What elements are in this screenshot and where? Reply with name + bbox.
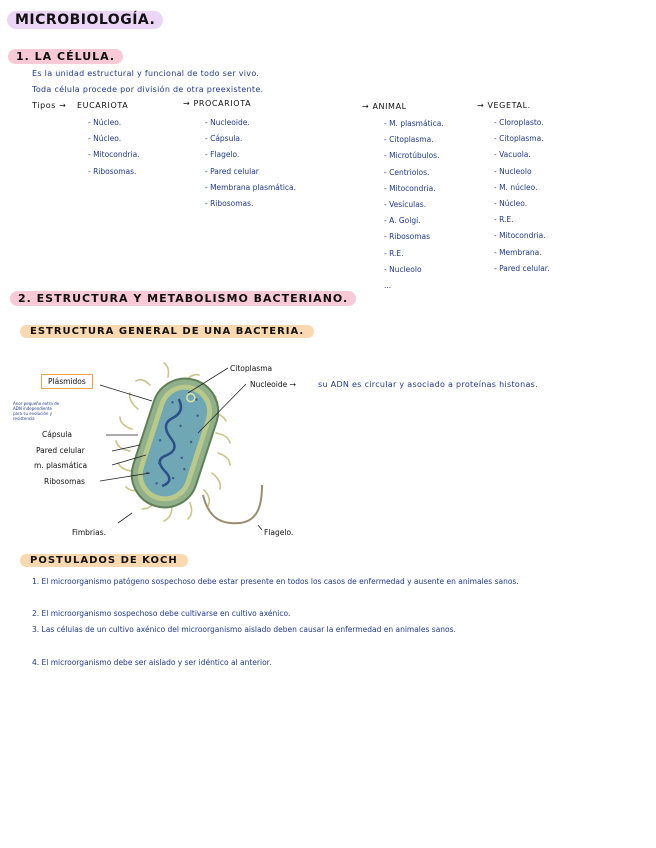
- page-title: MICROBIOLOGÍA.: [7, 11, 163, 29]
- list-item: - A. Golgi.: [384, 216, 421, 226]
- list-item: - Microtúbulos.: [384, 151, 440, 161]
- vegetal-list: [494, 118, 550, 280]
- eucariota-title: EUCARIOTA: [77, 101, 129, 110]
- animal-list: [384, 119, 444, 297]
- list-item: - Cloroplasto.: [494, 118, 544, 127]
- list-item: - Pared celular.: [494, 263, 550, 273]
- capsula-label: Cápsula: [42, 430, 72, 439]
- list-item: - Ribosomas.: [205, 198, 254, 208]
- procariota-title: → PROCARIOTA: [183, 99, 252, 108]
- nucleoide-label: Nucleoide →: [250, 380, 296, 389]
- list-item: - Ribosomas: [384, 232, 431, 242]
- list-item: - Nucleolo: [494, 166, 532, 176]
- list-item: - Mitocondria.: [494, 231, 546, 241]
- list-item: - M. núcleo.: [494, 182, 538, 192]
- list-item: - Membrana plasmática.: [205, 182, 297, 192]
- section-1-heading: 1. LA CÉLULA.: [8, 49, 123, 64]
- tipos-label: Tipos →: [32, 101, 67, 110]
- list-item: - R.E.: [494, 215, 514, 225]
- list-item: - Pared celular: [205, 166, 259, 176]
- list-item: - Cápsula.: [205, 134, 243, 144]
- list-item: - Mitocondria.: [384, 183, 436, 193]
- section-2-heading: 2. ESTRUCTURA Y METABOLISMO BACTERIANO.: [10, 291, 356, 306]
- eucariota-list: [88, 118, 140, 183]
- list-item: - Ribosomas.: [88, 166, 137, 176]
- animal-title: → ANIMAL: [362, 102, 407, 111]
- ribosomas-label: Ribosomas: [44, 477, 85, 486]
- list-item: - Núcleo.: [88, 118, 122, 127]
- list-item: - Citoplasma.: [494, 134, 544, 144]
- flagelo-label: Flagelo.: [264, 528, 294, 537]
- koch-postulate-3: 3. Las células de un cultivo axénico del microorganismo aislado deben causar la enfermedad en animales sanos.: [32, 625, 456, 634]
- vegetal-title: → VEGETAL.: [477, 101, 531, 110]
- list-item: - R.E.: [384, 248, 404, 258]
- list-item: - Centriolos.: [384, 167, 430, 177]
- fimbrias-label: Fimbrias.: [72, 528, 106, 537]
- list-item: - Citoplasma.: [384, 135, 434, 145]
- pared-celular-label: Pared celular: [36, 446, 85, 455]
- koch-postulate-1: 1. El microorganismo patógeno sospechoso debe estar presente en todos los casos de enfermedad y ausente en animales sanos.: [32, 577, 519, 586]
- list-item: - Nucleolo: [384, 264, 422, 274]
- membrana-plasmatica-label: m. plasmática: [34, 461, 88, 470]
- list-item: ...: [384, 280, 392, 290]
- koch-postulate-4: 4. El microorganismo debe ser aislado y ser idéntico al anterior.: [32, 658, 272, 667]
- list-item: - Nucleoide.: [205, 118, 250, 127]
- nucleoide-description: su ADN es circular y asociado a proteínas histonas.: [318, 380, 538, 389]
- procariota-list: [205, 118, 296, 215]
- list-item: - M. plasmática.: [384, 119, 444, 128]
- list-item: - Vacuola.: [494, 150, 531, 160]
- list-item: - Flagelo.: [205, 150, 240, 160]
- list-item: - Membrana.: [494, 247, 542, 257]
- flagellum-icon: [203, 485, 262, 523]
- plasmidos-note: Anor pequeño extra de ADN independiente para su evolución y resistencia: [13, 401, 60, 421]
- cell-definition: Es la unidad estructural y funcional de todo ser vivo.: [32, 69, 260, 78]
- list-item: - Núcleo.: [88, 134, 122, 144]
- plasmidos-label: Plásmidos: [41, 374, 93, 389]
- structure-subheading: ESTRUCTURA GENERAL DE UNA BACTERIA.: [20, 325, 314, 338]
- koch-heading: POSTULADOS DE KOCH: [20, 554, 188, 567]
- list-item: - Núcleo.: [494, 198, 528, 208]
- list-item: - Mitocondria.: [88, 150, 140, 160]
- koch-postulate-2: 2. El microorganismo sospechoso debe cultivarse en cultivo axénico.: [32, 609, 291, 618]
- list-item: - Vesículas.: [384, 199, 427, 209]
- cell-origin: Toda célula procede por división de otra preexistente.: [32, 85, 264, 94]
- citoplasma-label: Citoplasma: [230, 364, 273, 373]
